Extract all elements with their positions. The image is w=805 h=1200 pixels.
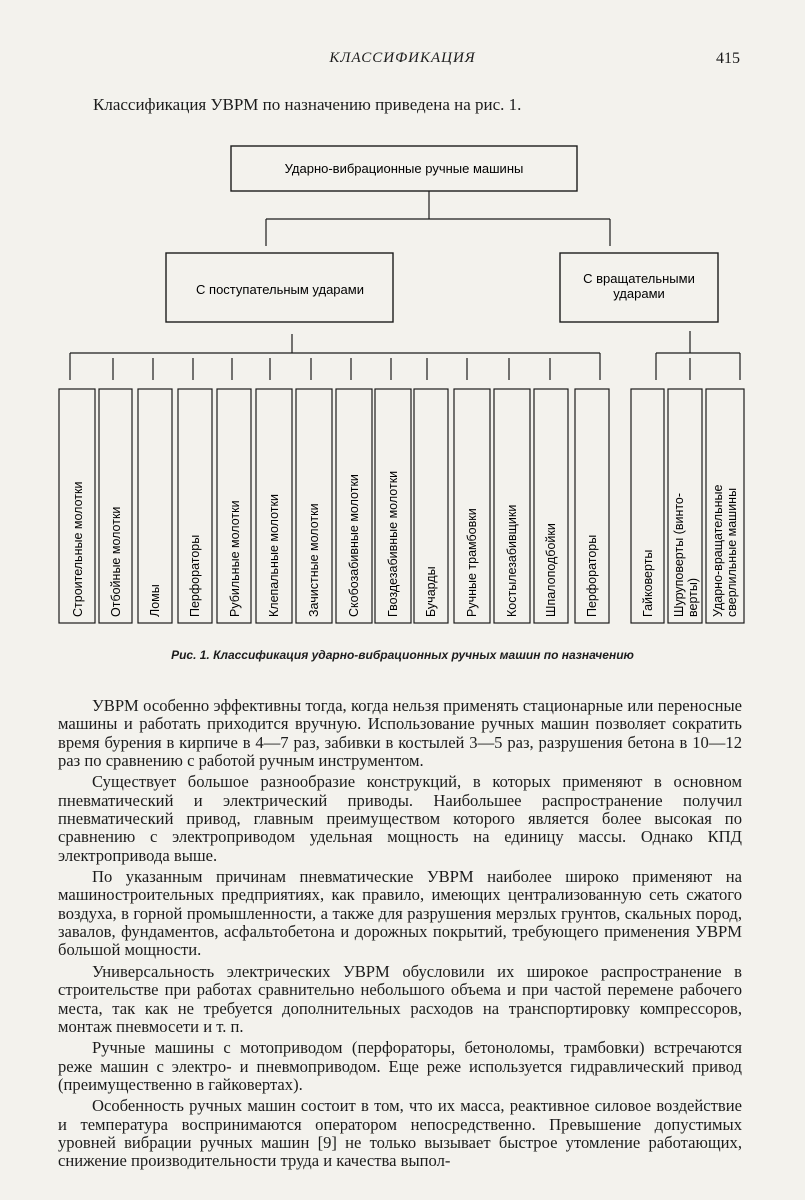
leaf-label: Бучарды <box>424 566 438 617</box>
translational-leaf-boxes <box>59 389 609 623</box>
translational-connectors <box>70 334 600 380</box>
leaf-label: Гайковерты <box>641 549 655 617</box>
paragraph: УВРМ особенно эффективны тогда, когда нельзя применять стационарные или переносные машины и работать приходится вручную. Использование ручных машин позволяет сократить время бурения в кирпиче в 4—7 раз, забивки в костылей 3—5 раз, разрушения бетона в 10—12 раз по сравнению с работой ручным инструментом. <box>58 696 742 771</box>
leaf-label: Перфораторы <box>188 534 202 617</box>
leaf-label: Перфораторы <box>585 534 599 617</box>
rotational-connectors <box>656 331 740 380</box>
leaf-label: Отбойные молотки <box>109 506 123 617</box>
leaf-label: Ломы <box>148 584 162 617</box>
paragraph: Ручные машины с мотоприводом (перфораторы, бетоноломы, трамбовки) встречаются реже машин с электро- и пневмоприводом. Еще реже используется гидравлический привод (преимущественно в гайковертах). <box>58 1038 742 1094</box>
leaf-label: Рубильные молотки <box>228 500 242 617</box>
leaf-label: Костылезабивщики <box>505 504 519 617</box>
leaf-label: Строительные молотки <box>71 481 85 617</box>
translational-box-label: С поступательным ударами <box>196 282 364 297</box>
root-box-label: Ударно-вибрационные ручные машины <box>284 161 524 176</box>
leaf-label: Ударно-вращательные <box>711 484 725 617</box>
leaf-label: Гвоздезабивные молотки <box>386 470 400 617</box>
figure-caption: Рис. 1. Классификация ударно-вибрационных ручных машин по назначению <box>171 648 634 662</box>
rotational-leaf-labels <box>641 484 739 617</box>
leaf-label: Шпалоподбойки <box>544 523 558 617</box>
leaf-label: Ручные трамбовки <box>465 508 479 617</box>
intro-sentence: Классификация УВРМ по назначению приведена на рис. 1. <box>93 95 522 114</box>
leaf-label: сверлильные машины <box>725 487 739 617</box>
leaf-label: Клепальные молотки <box>267 494 281 617</box>
rotational-box-label-line2: ударами <box>613 286 665 301</box>
paragraph: Существует большое разнообразие конструкций, в которых применяют в основном пневматический и электрический приводы. Наибольшее распространение получил пневматический привод, главным преимуществом которого является более высокая по сравнению с электроприводом удельная мощность на единицу массы. Однако КПД электропривода выше. <box>58 772 742 865</box>
leaf-label: Скобозабивные молотки <box>347 474 361 617</box>
leaf-label: верты) <box>686 577 700 617</box>
running-title: КЛАССИФИКАЦИЯ <box>329 50 476 66</box>
paragraph: Особенность ручных машин состоит в том, что их масса, реактивное силовое воздействие и температура воспринимаются оператором непосредственно. Превышение допустимых уровней вибрации ручных машин [9] не только вызывает быстрое утомление работающих, снижение производительности труда и качества выпол- <box>58 1096 742 1171</box>
paragraph: Универсальность электрических УВРМ обусловили их широкое распространение в строительстве при работах сравнительно небольшого объема и при частой перемене рабочего места, так как не требуется дополнительных расходов на транспортировку компрессоров, монтаж пневмосети и т. п. <box>58 961 742 1036</box>
paragraph: По указанным причинам пневматические УВРМ наиболее широко применяют на машиностроительных предприятиях, как правило, имеющих централизованную сеть сжатого воздуха, в горной промышленности, а также для разрушения мерзлых грунтов, скальных пород, завалов, фундаментов, асфальтобетона и дорожных покрытий, требующего применения УВРМ большой мощности. <box>58 867 742 960</box>
body-text <box>58 697 742 1171</box>
translational-leaf-labels <box>71 471 599 617</box>
root-connectors <box>266 191 610 246</box>
rotational-box-label-line1: С вращательными <box>583 271 695 286</box>
page-number: 415 <box>716 50 740 67</box>
leaf-label: Шуруповерты (винто- <box>672 492 686 617</box>
leaf-label: Зачистные молотки <box>307 503 321 617</box>
